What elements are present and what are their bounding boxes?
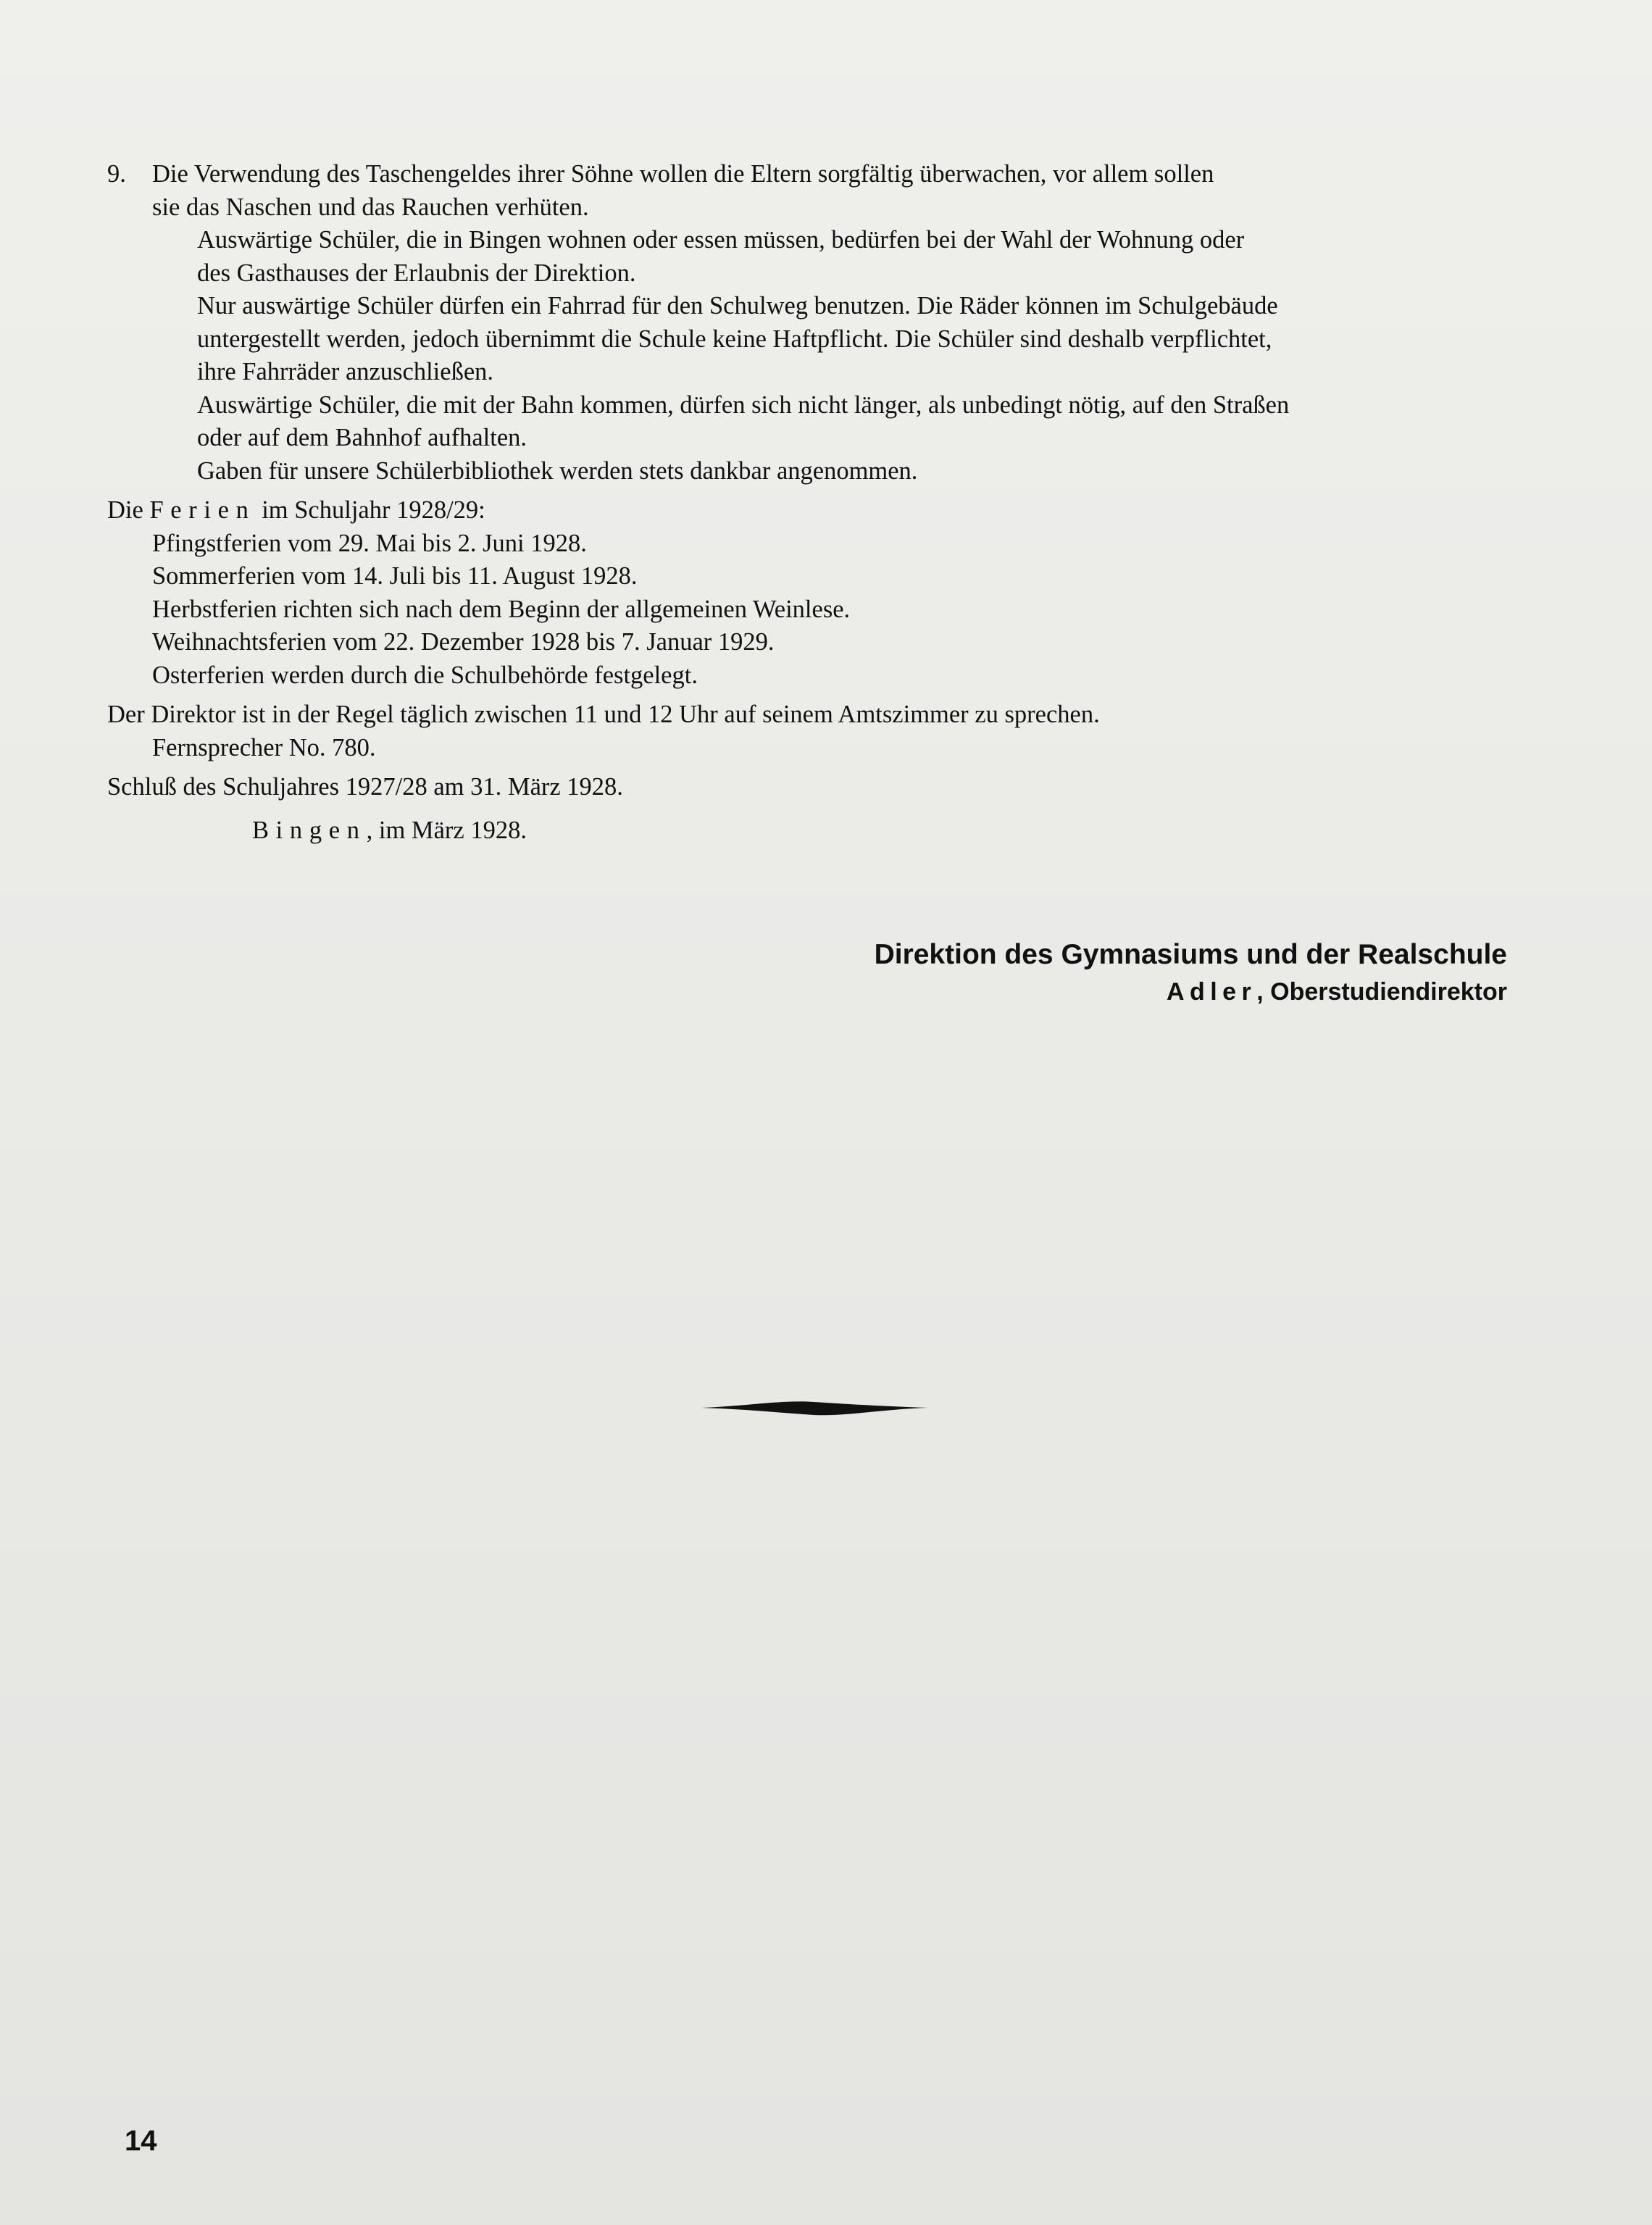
text-line: sie das Naschen und das Rauchen verhüten. [152,193,589,221]
item-9-paragraph [152,224,1509,290]
item-9-paragraph [152,290,1509,389]
direktor-section [107,698,1509,764]
signature-name-line [875,974,1507,1010]
text-line: Osterferien werden durch die Schulbehörde festgelegt. [152,661,698,689]
phone-line: Fernsprecher No. 780. [152,733,376,761]
ferien-heading: Die Ferien im Schuljahr 1928/29: [107,496,485,524]
text-line: Sommerferien vom 14. Juli bis 11. August 1928. [152,562,638,590]
place-date-line [107,814,1509,848]
city-name: Bingen [252,816,367,844]
text-line: Pfingstferien vom 29. Mai bis 2. Juni 1928. [152,529,587,557]
text-line: Auswärtige Schüler, die mit der Bahn kommen, dürfen sich nicht länger, als unbedingt nötig, auf den Straßen [197,391,1290,419]
text-line: Die Verwendung des Taschengeldes ihrer Söhne wollen die Eltern sorgfältig überwachen, vor allem sollen [152,160,1214,188]
text-line: Nur auswärtige Schüler dürfen ein Fahrrad für den Schulweg benutzen. Die Räder können im Schulgebäude [197,292,1278,320]
text-line: des Gasthauses der Erlaubnis der Direktion. [197,259,636,287]
text-line: Herbstferien richten sich nach dem Beginn der allgemeinen Weinlese. [152,595,851,623]
signature-organization: Direktion des Gymnasiums und der Realschule [874,939,1507,970]
signature-title: , Oberstudiendirektor [1256,978,1507,1006]
item-9-paragraph [152,389,1509,455]
ornamental-divider-icon [701,1397,927,1419]
text-line: ihre Fahrräder anzuschließen. [197,358,494,385]
text-line: Weihnachtsferien vom 22. Dezember 1928 bis 7. Januar 1929. [152,628,775,656]
text-line: oder auf dem Bahnhof aufhalten. [197,424,527,451]
text-line: Der Direktor ist in der Regel täglich zwischen 11 und 12 Uhr auf seinem Amtszimmer zu sprechen. [107,701,1100,728]
ferien-heading-rest: im Schuljahr 1928/29: [262,496,485,524]
ferien-heading-spaced: Ferien [149,496,256,524]
item-9-intro [152,158,1509,224]
ferien-section [107,494,1509,692]
schluss-line: Schluß des Schuljahres 1927/28 am 31. März 1928. [107,773,623,801]
item-9-paragraph [152,455,1509,488]
signature-name: Adler [1166,978,1257,1006]
text-line: Auswärtige Schüler, die in Bingen wohnen oder essen müssen, bedürfen bei der Wahl der Wohnung oder [197,226,1245,254]
place-date: , im März 1928. [366,816,527,844]
text-line: untergestellt werden, jedoch übernimmt die Schule keine Haftpflicht. Die Schüler sind deshalb verpflichtet, [197,325,1272,353]
text-line: Gaben für unsere Schülerbibliothek werden stets dankbar angenommen. [197,456,918,485]
page-content [107,158,1509,847]
signature-block [875,936,1507,1010]
page-number: 14 [125,2125,157,2157]
item-number: 9. [107,160,126,188]
item-9 [107,158,1509,488]
